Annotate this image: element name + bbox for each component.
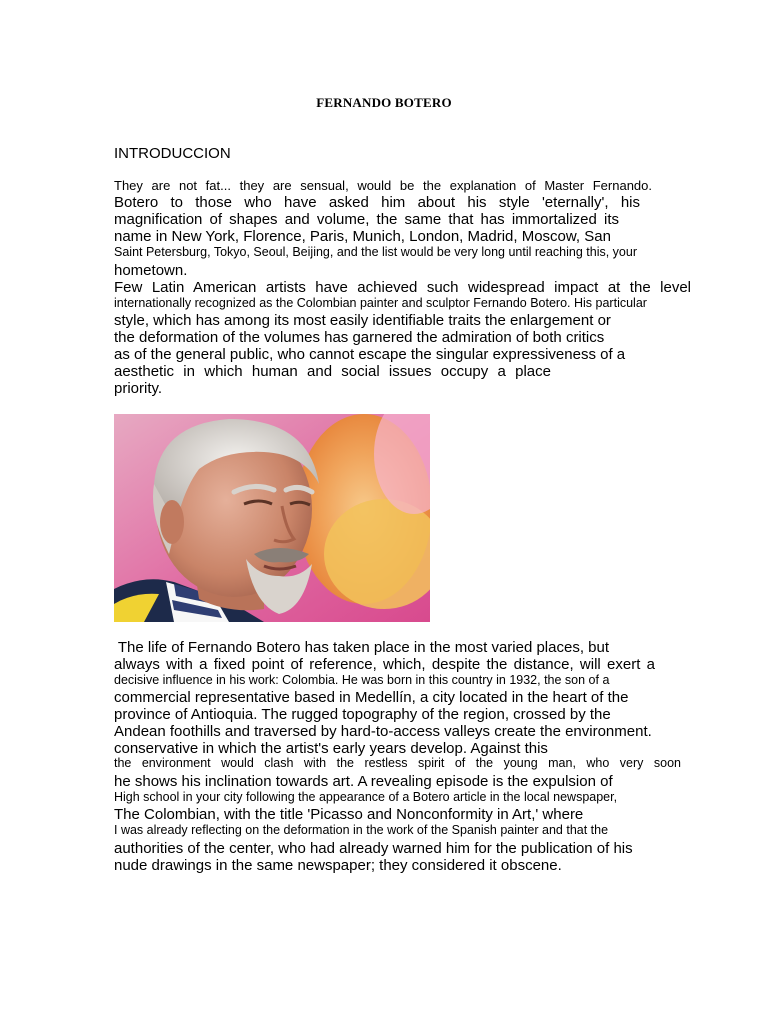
body-line: I was already reflecting on the deformation in the work of the Spanish painter and that the bbox=[114, 823, 609, 837]
intro-line: Few Latin American artists have achieved such widespread impact at the level bbox=[114, 279, 691, 296]
body-line: Andean foothills and traversed by hard-to-access valleys create the environment. bbox=[114, 723, 652, 740]
body-line: conservative in which the artist's early years develop. Against this bbox=[114, 740, 548, 757]
body-line: commercial representative based in Medellín, a city located in the heart of the bbox=[114, 689, 629, 706]
intro-line: style, which has among its most easily identifiable traits the enlargement or bbox=[114, 312, 611, 329]
body-line: province of Antioquia. The rugged topography of the region, crossed by the bbox=[114, 706, 611, 723]
portrait-photo bbox=[114, 414, 430, 622]
body-line: always with a fixed point of reference, which, despite the distance, will exert a bbox=[114, 656, 655, 673]
section-heading: INTRODUCCION bbox=[114, 145, 231, 162]
body-line: The life of Fernando Botero has taken place in the most varied places, but bbox=[114, 639, 610, 656]
body-line: he shows his inclination towards art. A revealing episode is the expulsion of bbox=[114, 773, 613, 790]
intro-line: hometown. bbox=[114, 262, 188, 279]
intro-line: as of the general public, who cannot escape the singular expressiveness of a bbox=[114, 346, 626, 363]
intro-line: magnification of shapes and volume, the same that has immortalized its bbox=[114, 211, 619, 228]
intro-line: priority. bbox=[114, 380, 163, 397]
body-line: the environment would clash with the restless spirit of the young man, who very soon bbox=[114, 756, 681, 770]
document-title: FERNANDO BOTERO bbox=[316, 95, 452, 110]
intro-line: name in New York, Florence, Paris, Munich, London, Madrid, Moscow, San bbox=[114, 228, 611, 245]
body-line: authorities of the center, who had already warned him for the publication of his bbox=[114, 840, 633, 857]
intro-line: Botero to those who have asked him about his style 'eternally', his bbox=[114, 194, 640, 211]
body-line: The Colombian, with the title 'Picasso and Nonconformity in Art,' where bbox=[114, 806, 584, 823]
intro-line: aesthetic in which human and social issues occupy a place bbox=[114, 363, 551, 380]
intro-line: internationally recognized as the Colombian painter and sculptor Fernando Botero. His particular bbox=[114, 296, 647, 310]
intro-line: They are not fat... they are sensual, would be the explanation of Master Fernando. bbox=[114, 178, 652, 193]
intro-line: Saint Petersburg, Tokyo, Seoul, Beijing, and the list would be very long until reaching this, your bbox=[114, 245, 637, 259]
body-line: nude drawings in the same newspaper; they considered it obscene. bbox=[114, 857, 562, 874]
intro-line: the deformation of the volumes has garnered the admiration of both critics bbox=[114, 329, 605, 346]
body-line: decisive influence in his work: Colombia. He was born in this country in 1932, the son of a bbox=[114, 673, 610, 687]
body-line: High school in your city following the appearance of a Botero article in the local newspaper, bbox=[114, 790, 618, 804]
